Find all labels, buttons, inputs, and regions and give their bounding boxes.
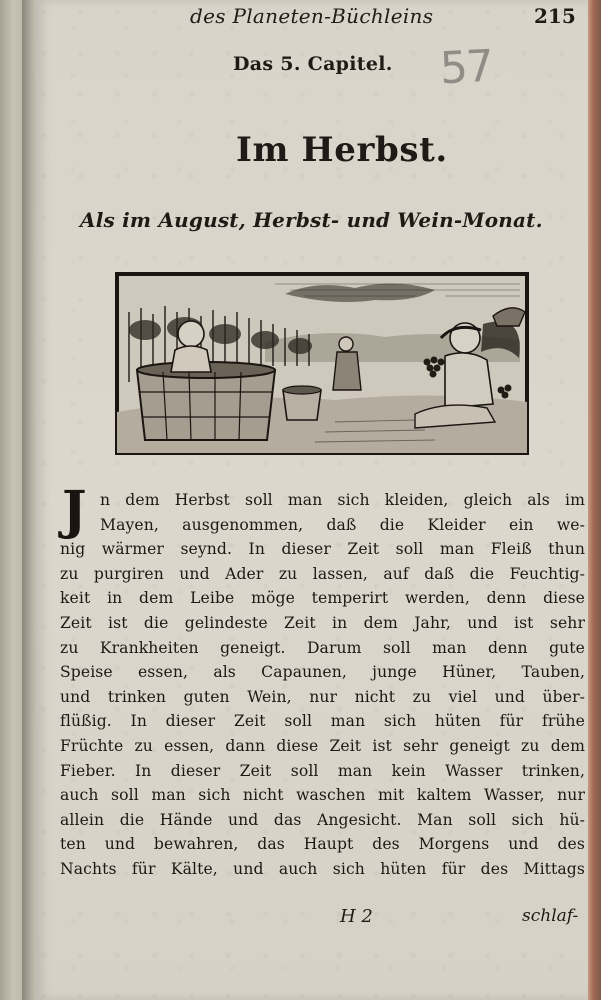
- text-line: flüßig. In dieser Zeit soll man sich hüten für frühe: [60, 712, 585, 731]
- running-head: des Planeten-Büchleins: [190, 4, 434, 28]
- woodcut-illustration: [115, 272, 529, 455]
- text-line: auch soll man sich nicht waschen mit kaltem Wasser, nur: [60, 786, 585, 805]
- handwritten-folio-number: 57: [438, 40, 494, 95]
- text-line: ten und bewahren, das Haupt des Morgens und des: [60, 835, 585, 854]
- body-text-block: [60, 488, 585, 882]
- text-line: Nachts für Kälte, und auch sich hüten für des Mittags: [60, 859, 585, 878]
- text-line: keit in dem Leibe möge temperirt werden, denn diese: [60, 589, 585, 608]
- text-line: zu Krankheiten geneigt. Darum soll man denn gute: [60, 638, 585, 657]
- section-subheading: Als im August, Herbst- und Wein-Monat.: [80, 208, 543, 232]
- page-number: 215: [534, 4, 576, 28]
- text-line: Speise essen, als Capaunen, junge Hüner, Tauben,: [60, 663, 585, 682]
- facing-page-edge: [0, 0, 24, 1000]
- text-line: Fieber. In dieser Zeit soll man kein Wasser trinken,: [60, 761, 585, 780]
- text-line: Früchte zu essen, dann diese Zeit ist sehr geneigt zu dem: [60, 736, 585, 755]
- text-line: allein die Hände und das Angesicht. Man soll sich hü-: [60, 810, 585, 829]
- catchword: schlaf-: [522, 906, 579, 926]
- text-line: zu purgiren und Ader zu lassen, auf daß die Feuchtig-: [60, 564, 585, 583]
- chapter-title: Das 5. Capitel.: [233, 53, 393, 75]
- drop-cap-initial: J: [62, 480, 87, 541]
- text-line: nig wärmer seynd. In dieser Zeit soll man Fleiß thun: [60, 540, 585, 559]
- text-line: n dem Herbst soll man sich kleiden, gleich als im: [100, 491, 585, 509]
- page-fore-edge: [588, 0, 601, 1000]
- signature-mark: H 2: [340, 906, 373, 927]
- text-line: Mayen, ausgenommen, daß die Kleider ein we-: [100, 515, 585, 534]
- text-line: Zeit ist die gelindeste Zeit in dem Jahr, und ist sehr: [60, 613, 585, 632]
- text-line: und trinken guten Wein, nur nicht zu viel und über-: [60, 687, 585, 706]
- section-heading: Im Herbst.: [236, 130, 448, 170]
